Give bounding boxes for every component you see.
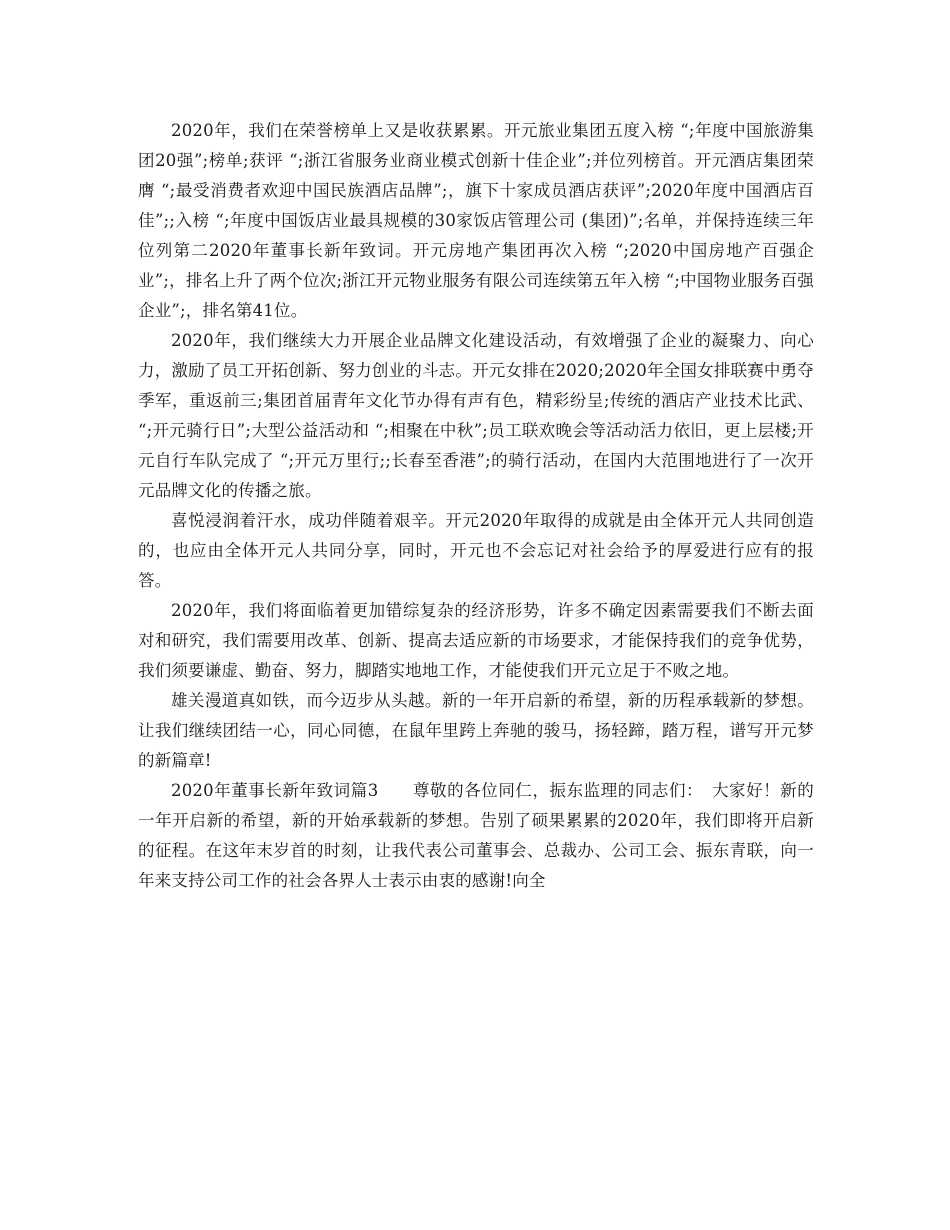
paragraph-speech-3-opening: 2020年董事长新年致词篇3 尊敬的各位同仁，振东监理的同志们： 大家好！新的一年开启新的希望，新的开始承载新的梦想。告别了硕果累累的2020年，我们即将开启新的征程。在这年末岁首的时刻，让我代表公司董事会、总裁办、公司工会、振东青联，向一年来支持公司工作的社会各界人士表示由衷的感谢!向全 [138, 781, 814, 890]
paragraph-honors: 2020年，我们在荣誉榜单上又是收获累累。开元旅业集团五度入榜 “;年度中国旅游集团20强”;榜单;获评 “;浙江省服务业商业模式创新十佳企业”;并位列榜首。开元酒店集团荣膺 “;最受消费者欢迎中国民族酒店品牌”;，旗下十家成员酒店获评”;2020年度中国酒店百佳”;;入榜 “;年度中国饭店业最具规模的30家饭店管理公司 (集团)”;名单，并保持连续三年位列第二2020年董事长新年致词。开元房地产集团再次入榜 “;2020中国房地产百强企业”;，排名上升了两个位次;浙江开元物业服务有限公司连续第五年入榜 “;中国物业服务百强企业”;，排名第41位。 [138, 121, 814, 320]
paragraph-brand-culture: 2020年，我们继续大力开展企业品牌文化建设活动，有效增强了企业的凝聚力、向心力，激励了员工开拓创新、努力创业的斗志。开元女排在2020;2020年全国女排联赛中勇夺季军，重返前三;集团首届青年文化节办得有声有色，精彩纷呈;传统的酒店产业技术比武、 “;开元骑行日”;大型公益活动和 “;相聚在中秋”;员工联欢晚会等活动活力依旧，更上层楼;开元自行车队完成了 “;开元万里行;;长春至香港”;的骑行活动，在国内大范围地进行了一次开元品牌文化的传播之旅。 [138, 331, 814, 500]
paragraph-achievements-shared: 喜悦浸润着汗水，成功伴随着艰辛。开元2020年取得的成就是由全体开元人共同创造的，也应由全体开元人共同分享，同时，开元也不会忘记对社会给予的厚爱进行应有的报答。 [138, 511, 814, 590]
paragraph-economic-outlook: 2020年，我们将面临着更加错综复杂的经济形势，许多不确定因素需要我们不断去面对和研究，我们需要用改革、创新、提高去适应新的市场要求，才能保持我们的竞争优势，我们须要谦虚、勤奋、努力，脚踏实地地工作，才能使我们开元立足于不败之地。 [138, 601, 814, 680]
paragraph-new-chapter: 雄关漫道真如铁，而今迈步从头越。新的一年开启新的希望，新的历程承载新的梦想。让我们继续团结一心，同心同德，在鼠年里跨上奔驰的骏马，扬轻蹄，踏万程，谱写开元梦的新篇章! [138, 691, 814, 770]
document-body [138, 116, 814, 896]
